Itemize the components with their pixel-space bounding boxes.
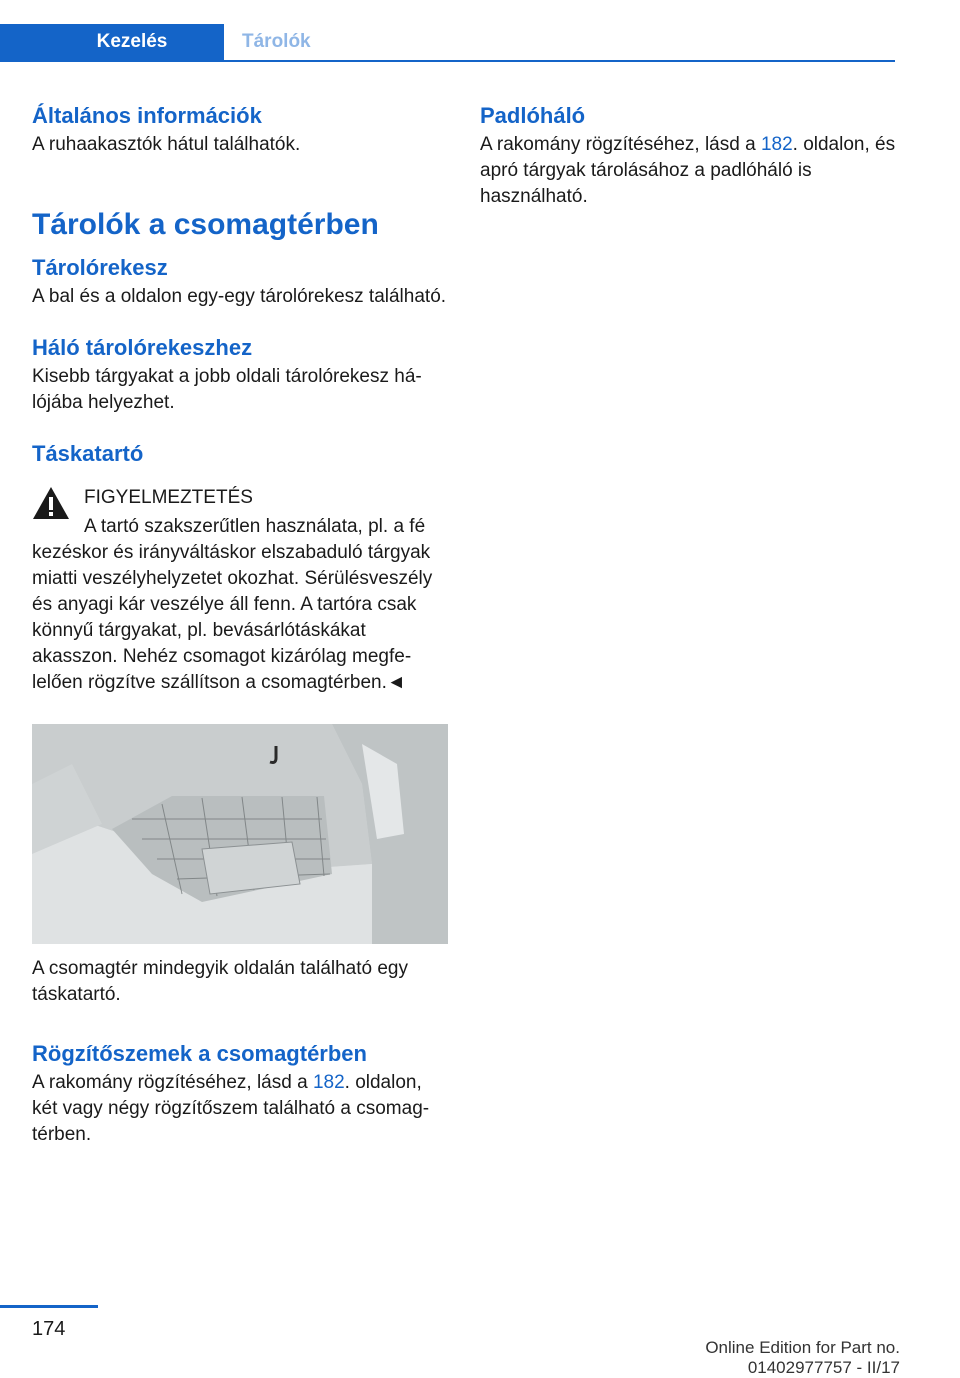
section-title-storage-compartment: Tárolórekesz <box>32 255 168 280</box>
tab-kezeles[interactable]: Kezelés <box>0 24 224 60</box>
footer-divider <box>0 1305 98 1308</box>
floor-net-text-post: . oldalon, és apró tárgyak tárolásához a padlóháló is használható. <box>480 134 896 207</box>
warning-title: FIGYELMEZTETÉS <box>84 487 253 508</box>
warning-text: kezéskor és irányváltáskor elszabaduló tárgyak miatti veszélyhelyzetet okozhat. Sérülésveszély és anyagi kár veszélye áll fenn. A tartóra csak könnyű tárgyakat, pl. bevásárlótáskákat akasszon. Nehéz csomagot kizárólag megfelelően rögzítve szállítson a csomagtérben.◄ <box>32 542 433 693</box>
tie-downs-text-post: . oldalon, két vagy négy rögzítőszem található a csomagtérben. <box>32 1072 430 1145</box>
page-link-182-left[interactable]: 182 <box>312 1072 345 1093</box>
section-text-net: Kisebb tárgyakat a jobb oldali tárolórekesz hálójába helyezhet. <box>32 366 422 413</box>
right-column <box>480 100 896 210</box>
photo-caption: A csomagtér mindegyik oldalán található egy táskatartó. <box>32 958 409 1005</box>
tab-tarolok[interactable]: Tárolók <box>242 31 311 52</box>
page-number: 174 <box>32 1318 66 1340</box>
header-divider <box>0 60 895 62</box>
section-title-bag-hook: Táskatartó <box>32 441 144 466</box>
section-text-storage-compartment: A bal és a oldalon egy-egy tárolórekesz található. <box>32 286 447 307</box>
trunk-illustration <box>32 724 448 944</box>
section-title-general-info: Általános információk <box>32 103 262 128</box>
tie-downs-text-pre: A rakomány rögzítéséhez, lásd a <box>32 1072 313 1093</box>
section-text-tie-downs <box>32 1070 448 1148</box>
trunk-photo <box>32 724 448 944</box>
section-text-general-info: A ruhaakasztók hátul találhatók. <box>32 134 301 155</box>
page-title: Tárolók a csomagtérben <box>32 208 379 241</box>
warning-triangle-icon <box>32 486 70 520</box>
page-link-182-right[interactable]: 182 <box>760 134 793 155</box>
header-tabbar <box>0 24 895 62</box>
edition-note: Online Edition for Part no. 01402977757 - II/17 <box>705 1338 900 1377</box>
section-title-floor-net: Padlóháló <box>480 103 586 128</box>
warning-block <box>32 482 448 696</box>
section-title-tie-downs: Rögzítőszemek a csomagtérben <box>32 1041 367 1066</box>
floor-net-text-pre: A rakomány rögzítéséhez, lásd a <box>480 134 761 155</box>
section-text-floor-net <box>480 132 896 210</box>
warning-text-first-line: A tartó szakszerűtlen használata, pl. a fé <box>84 516 426 537</box>
section-title-net: Háló tárolórekeszhez <box>32 335 253 360</box>
left-column <box>32 100 448 1148</box>
